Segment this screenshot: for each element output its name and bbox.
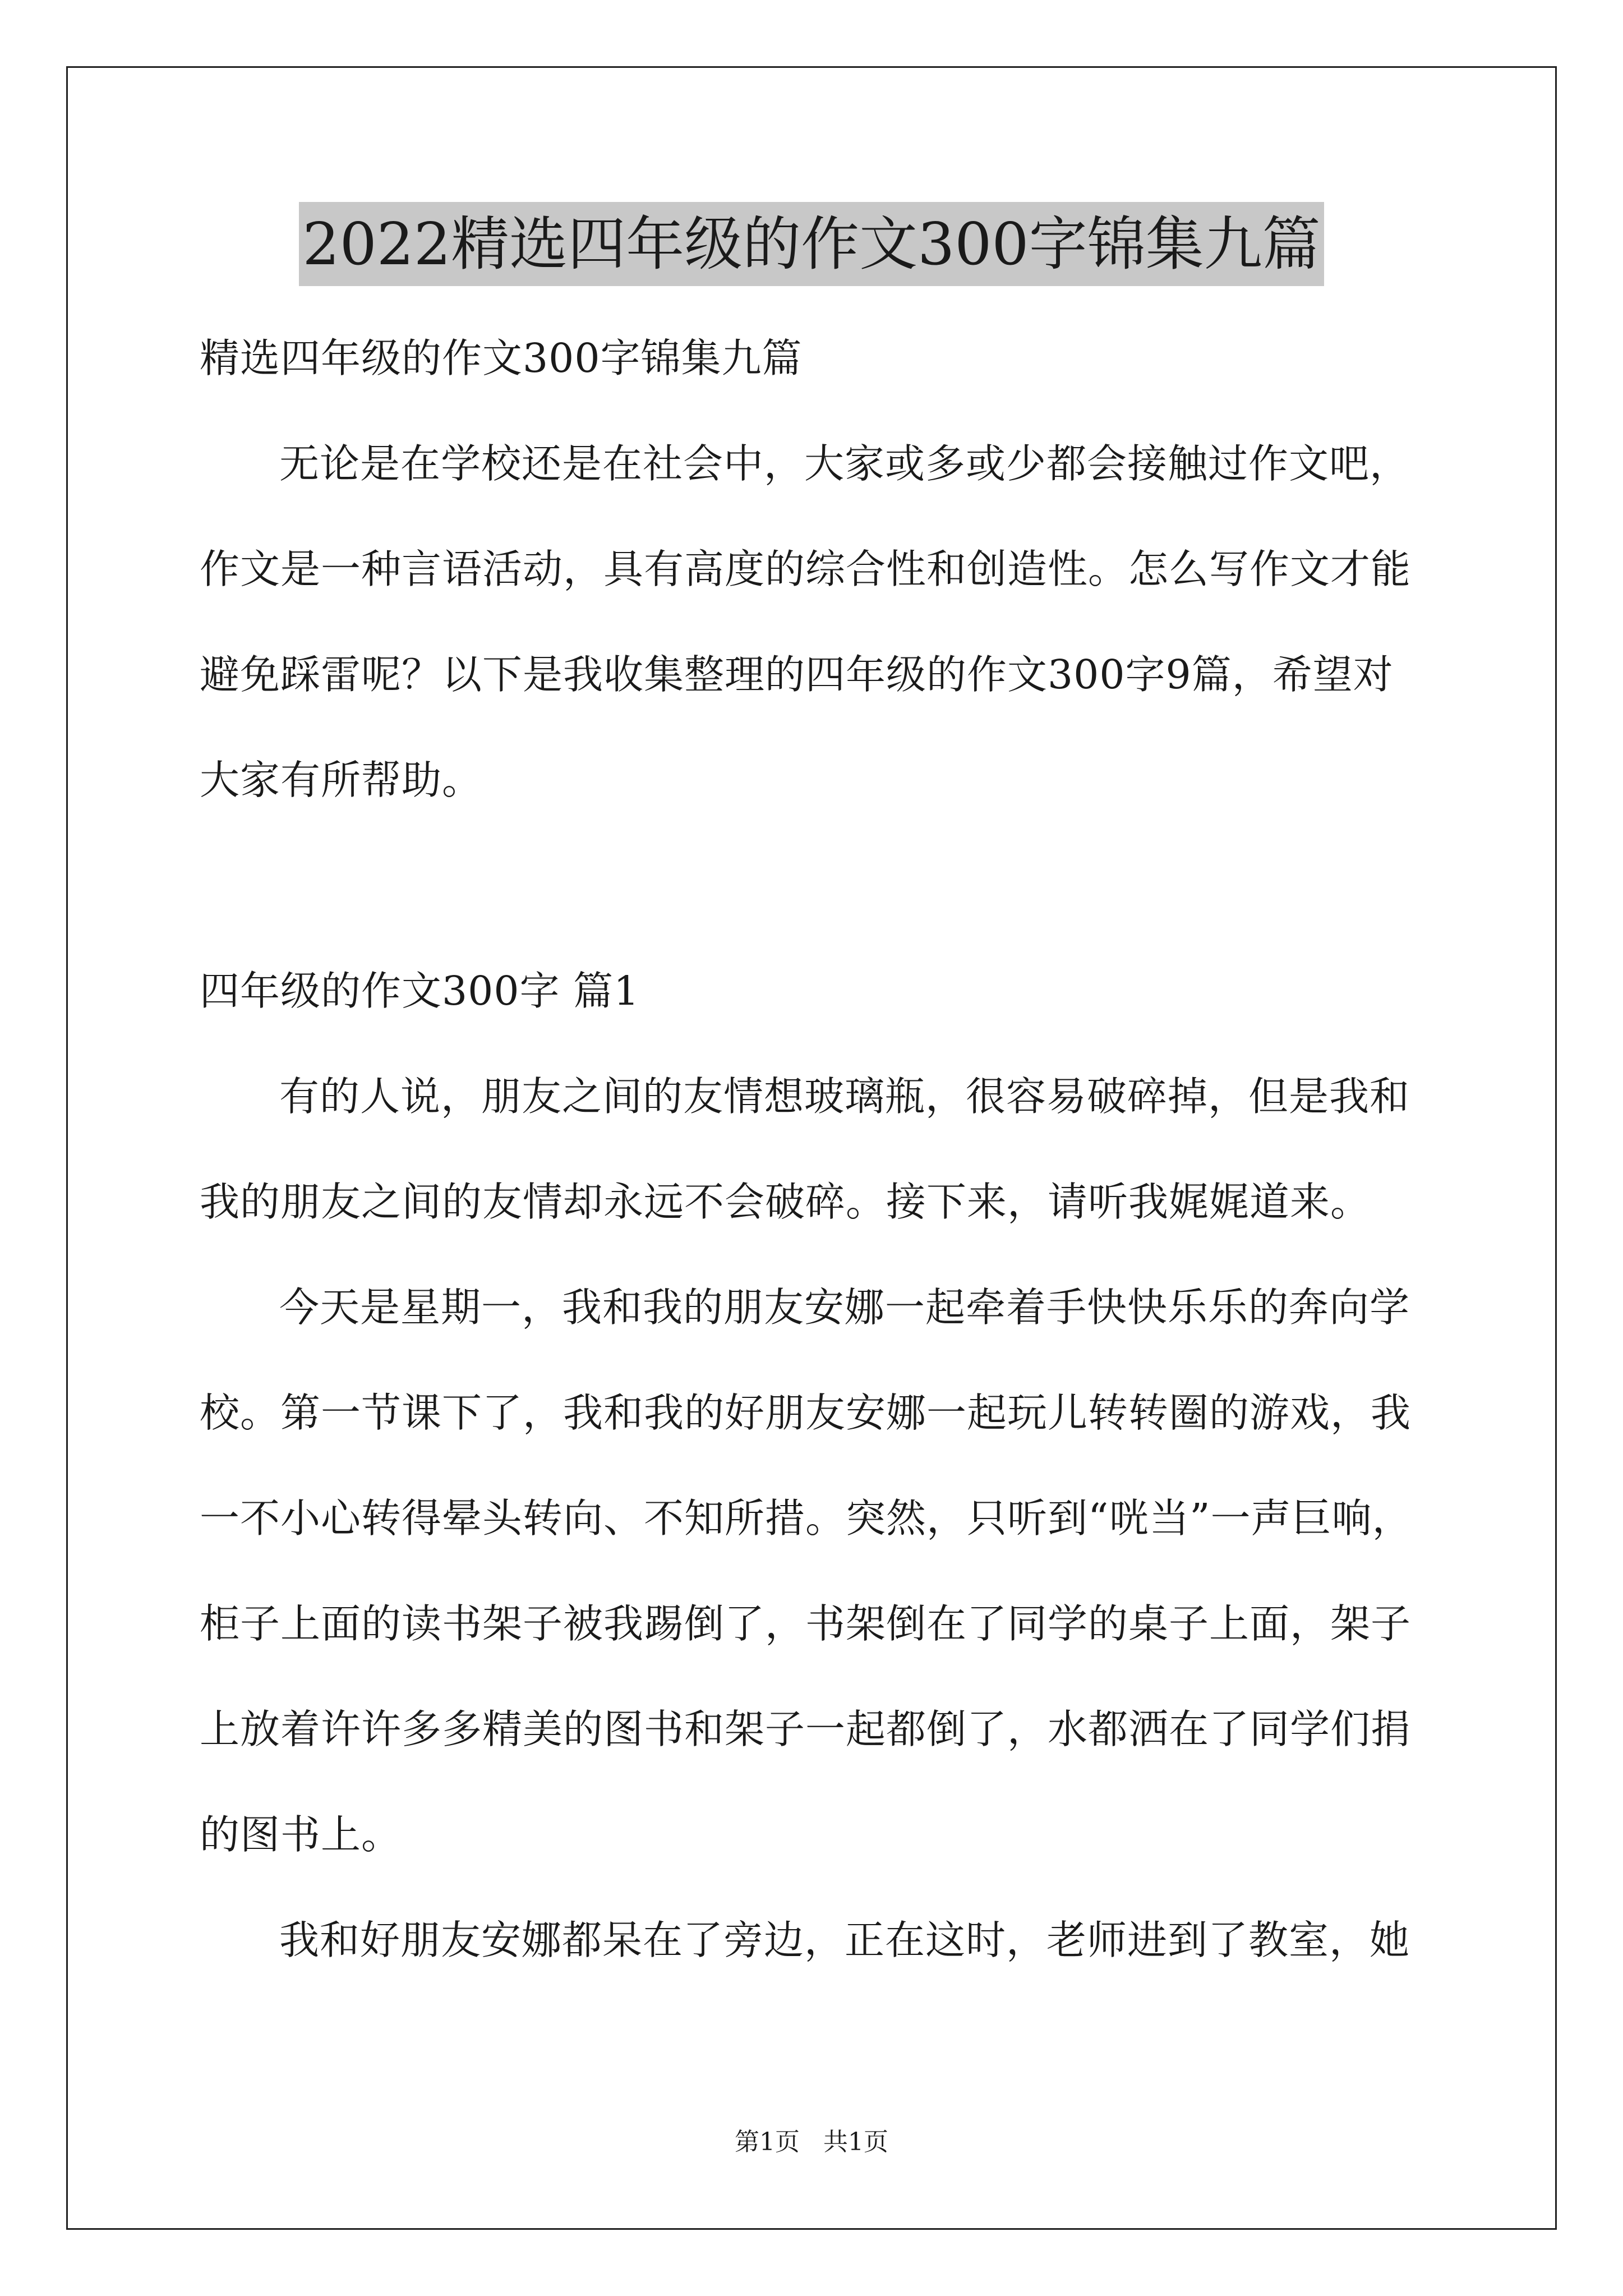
body-paragraph-3: 我和好朋友安娜都呆在了旁边，正在这时，老师进到了教室，她 <box>279 1917 1410 1963</box>
section-heading: 四年级的作文300字 篇1 <box>200 968 640 1014</box>
body-paragraph-2: 今天是星期一，我和我的朋友安娜一起牵着手快快乐乐的奔向学校。第一节课下了，我和我的好朋友安娜一起玩儿转转圈的游戏，我一不小心转得晕头转向、不知所措。突然，只听到“咣当”一声巨响，柜子上面的读书架子被我踢倒了，书架倒在了同学的桌子上面，架子上放着许许多多精美的图书和架子一起都倒了，水都洒在了同学们捐的图书上。 <box>200 1284 1413 1858</box>
intro-paragraph: 无论是在学校还是在社会中，大家或多或少都会接触过作文吧，作文是一种言语活动，具有高度的综合性和创造性。怎么写作文才能避免踩雷呢？以下是我收集整理的四年级的作文300字9篇，希望对大家有所帮助。 <box>200 440 1412 803</box>
document-body <box>200 306 1433 1993</box>
document-title: 2022精选四年级的作文300字锦集九篇 <box>299 202 1324 286</box>
title-container <box>0 202 1623 286</box>
subtitle: 精选四年级的作文300字锦集九篇 <box>200 335 803 381</box>
spacer <box>200 833 1433 938</box>
page-footer: 第1页 共1页 <box>735 2128 888 2156</box>
body-paragraph-1: 有的人说，朋友之间的友情想玻璃瓶，很容易破碎掉，但是我和我的朋友之间的友情却永远不会破碎。接下来，请听我娓娓道来。 <box>200 1073 1410 1225</box>
